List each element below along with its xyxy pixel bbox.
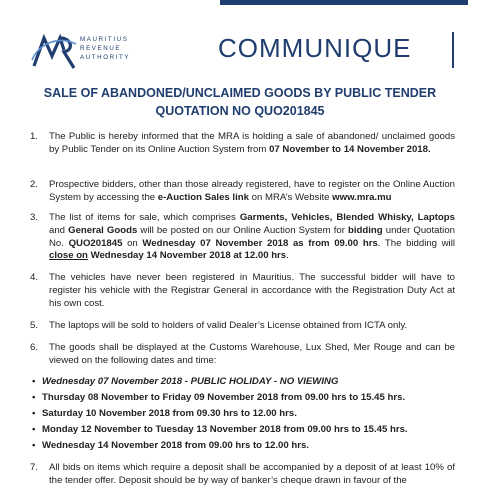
notice-heading: SALE OF ABANDONED/UNCLAIMED GOODS BY PUBLIC TENDER	[43, 86, 437, 100]
item-text-bold: QUO201845	[68, 237, 123, 249]
viewing-date-text: Wednesday 07 November 2018 - PUBLIC HOLIDAY - NO VIEWING	[42, 376, 339, 387]
viewing-date-text: Saturday 10 November 2018 from 09.30 hrs to 12.00 hrs.	[42, 408, 297, 419]
item-text	[49, 131, 455, 157]
logo-line: AUTHORITY	[80, 54, 131, 61]
item-text-part: The Public is hereby informed that the MRA is holding a sale of abandoned/ unclaimed goods by Public Tender on its Online Auction System from	[49, 131, 455, 155]
viewing-date-text: Thursday 08 November to Friday 09 November 2018 from 09.00 hrs to 15.45 hrs.	[42, 392, 406, 403]
item-text-bold: bidding	[348, 224, 383, 236]
mra-logo-mark	[30, 30, 78, 74]
item-text-bold: 07 November to 14 November 2018.	[269, 143, 431, 155]
item-text: The goods shall be displayed at the Customs Warehouse, Lux Shed, Mer Rouge and can be viewed on the following dates and time:	[49, 342, 455, 366]
item-number: 1.	[30, 131, 39, 142]
viewing-date-text: Monday 12 November to Tuesday 13 November 2018 from 09.00 hrs to 15.45 hrs.	[42, 424, 408, 435]
page-title: COMMUNIQUE	[218, 33, 412, 63]
item-number: 5.	[30, 320, 39, 331]
quotation-heading: QUOTATION NO QUO201845	[155, 104, 325, 118]
item-text-part: .	[286, 250, 289, 262]
bullet-icon: •	[32, 376, 36, 387]
bullet-icon: •	[32, 424, 36, 435]
item-text-part: on	[122, 237, 143, 249]
item-text-part: under Quotation No.	[49, 224, 455, 249]
item-text-part: . The bidding will	[377, 237, 455, 249]
bullet-icon: •	[32, 408, 36, 419]
bullet-icon: •	[32, 440, 36, 451]
item-number: 6.	[30, 342, 39, 353]
item-text-bold: Wednesday 14 November 2018 at 12.00 hrs	[87, 250, 287, 262]
item-text: The laptops will be sold to holders of valid Dealer’s License obtained from ICTA only.	[49, 320, 408, 331]
header-top-rule	[220, 0, 468, 5]
mra-logo-wordmark	[80, 35, 130, 62]
item-text	[49, 179, 455, 205]
e-auction-link[interactable]: e-Auction Sales link	[157, 191, 249, 203]
item-text: The vehicles have never been registered in Mauritius. The successful bidder will have to register his vehicle with the Registrar General in accordance with the Registration Duty Act at his own cost.	[49, 272, 455, 309]
item-text-part: will be posted on our Online Auction System for	[137, 224, 349, 236]
item-text-part: The list of items for sale, which comprises	[49, 212, 240, 223]
item-text	[49, 212, 455, 263]
item-text-bold: General Goods	[68, 224, 138, 236]
item-text: All bids on items which require a deposit shall be accompanied by a deposit of at least 10% of the tender offer. Deposit should be by way of banker’s cheque drawn in favour of the	[49, 462, 455, 486]
item-text-bold: Garments, Vehicles, Blended Whisky, Laptops	[239, 212, 455, 223]
item-number: 3.	[30, 212, 39, 223]
item-text-bold: close on	[49, 250, 88, 262]
website-link[interactable]: www.mra.mu	[332, 191, 392, 203]
item-text-part: and	[49, 224, 69, 236]
item-number: 2.	[30, 179, 39, 190]
bullet-icon: •	[32, 392, 36, 403]
logo-line: MAURITIUS	[80, 36, 129, 43]
item-number: 4.	[30, 272, 39, 283]
item-text-part: on MRA’s Website	[248, 191, 333, 203]
title-bar-divider	[452, 32, 454, 68]
logo-line: REVENUE	[80, 45, 122, 52]
item-number: 7.	[30, 462, 39, 473]
mra-logo	[30, 30, 180, 80]
item-text-bold: Wednesday 07 November 2018 as from 09.00 hrs	[142, 237, 378, 249]
viewing-date-text: Wednesday 14 November 2018 from 09.00 hrs to 12.00 hrs.	[42, 440, 309, 451]
item-text-part: Prospective bidders, other than those already registered, have to register on the Online Auction System by accessing the	[49, 179, 455, 203]
